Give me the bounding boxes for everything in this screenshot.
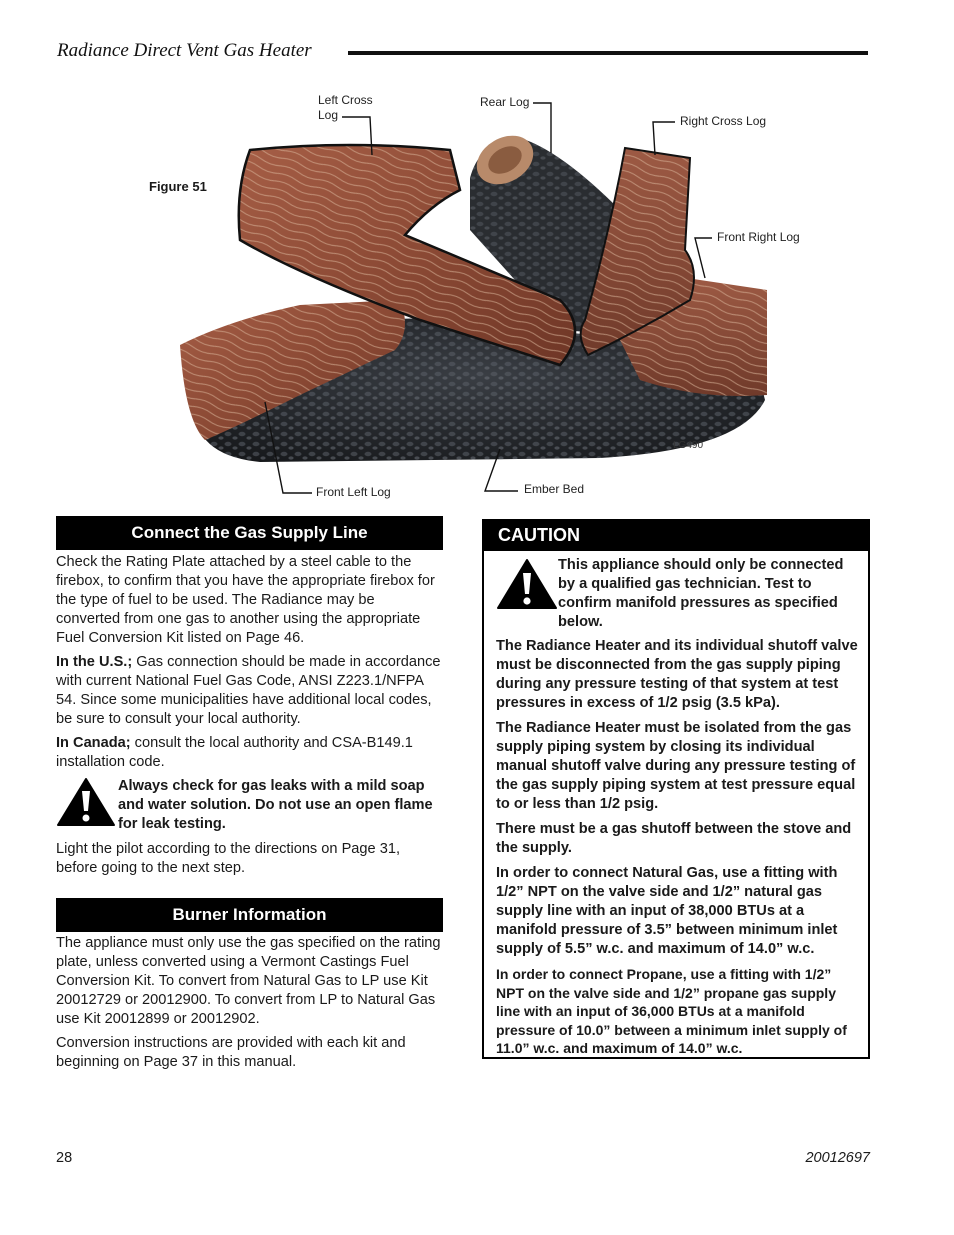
caution-box: [482, 519, 870, 1059]
callout-rear-log: Rear Log: [480, 95, 530, 109]
caution-intro-text: This appliance should only be connected by a qualified gas technician. Test to confirm manifold pressures as specified below.: [558, 557, 844, 630]
figure-51: [0, 0, 954, 505]
caution-p3: There must be a gas shutoff between the stove and the supply.: [496, 821, 852, 856]
gas-supply-canada: [56, 734, 442, 772]
burner-section: [56, 934, 442, 1077]
warning-triangle-icon: [496, 558, 558, 610]
page-number: 28: [56, 1150, 73, 1166]
log-set-illustration: [0, 0, 954, 505]
callout-ember-bed: Ember Bed: [524, 482, 585, 496]
leader-right-cross-log: [653, 122, 675, 155]
us-text: Gas connection should be made in accordance with current National Fuel Gas Code, ANSI Z223.1/NFPA 54. Since some municipalities have additional local codes, be sure to consult your local authority.: [56, 654, 441, 727]
gas-supply-intro: Check the Rating Plate attached by a steel cable to the firebox, to confirm that you have the appropriate firebox for the type of fuel to be used. The Radiance may be converted from one gas to another using the appropriate Fuel Conversion Kit listed on Page 46.: [56, 554, 435, 646]
gas-supply-pilot: Light the pilot according to the directions on Page 31, before going to the next step.: [56, 841, 400, 876]
gas-supply-section: [56, 553, 442, 883]
caution-p1: The Radiance Heater and its individual shutoff valve must be disconnected from the gas supply piping during any pressure testing of that system at test pressures in excess of 1/2 psig (3.5 kPa).: [496, 638, 858, 711]
image-code: LG490: [673, 440, 704, 451]
caution-p4: In order to connect Natural Gas, use a fitting with 1/2” NPT on the valve side and 1/2” natural gas supply line with an input of 38,000 BTUs at a manifold pressure of 3.5” between minimum inlet supply of 5.5” w.c. and maximum of 14.0” w.c.: [496, 865, 838, 957]
gas-supply-heading: Connect the Gas Supply Line: [56, 516, 443, 550]
document-number: 20012697: [805, 1150, 870, 1166]
burner-p1: The appliance must only use the gas specified on the rating plate, unless converted using a Vermont Castings Fuel Conversion Kit. To convert from Natural Gas to LP use Kit 20012729 or 20012900. To convert from LP to Natural Gas use Kit 20012899 or 20012902.: [56, 935, 441, 1027]
leak-warning-text: Always check for gas leaks with a mild soap and water solution. Do not use an open flame for leak testing.: [118, 778, 433, 832]
figure-label: Figure 51: [149, 179, 207, 194]
burner-heading: Burner Information: [56, 898, 443, 932]
caution-intro: [496, 556, 862, 632]
canada-label: In Canada;: [56, 735, 131, 751]
caution-heading: CAUTION: [484, 521, 868, 551]
leak-warning: [56, 777, 442, 834]
running-header-title: Radiance Direct Vent Gas Heater: [57, 40, 312, 61]
gas-supply-us: [56, 653, 442, 729]
callout-front-left-log: Front Left Log: [316, 485, 391, 499]
burner-p2: Conversion instructions are provided with each kit and beginning on Page 37 in this manual.: [56, 1035, 406, 1070]
callout-front-right-log: Front Right Log: [717, 230, 800, 244]
caution-p2: The Radiance Heater must be isolated from the gas supply piping system by closing its individual manual shutoff valve during any pressure testing of the gas supply piping system at test pressure equal to or less than 1/2 psig.: [496, 720, 856, 812]
callout-right-cross-log: Right Cross Log: [680, 114, 767, 128]
callout-left-cross-log: Left Cross Log: [318, 93, 373, 122]
leader-front-right-log: [695, 238, 712, 278]
warning-triangle-icon: [56, 777, 116, 827]
canada-text: consult the local authority and CSA-B149.1 installation code.: [56, 735, 413, 770]
caution-p5: In order to connect Propane, use a fitting with 1/2” NPT on the valve side and 1/2” propane gas supply line with an input of 36,000 BTUs at a manifold pressure of 10.0” between a minimum inlet supply of 11.0” w.c. and maximum of 14.0” w.c.: [496, 966, 847, 1056]
us-label: In the U.S.;: [56, 654, 133, 670]
